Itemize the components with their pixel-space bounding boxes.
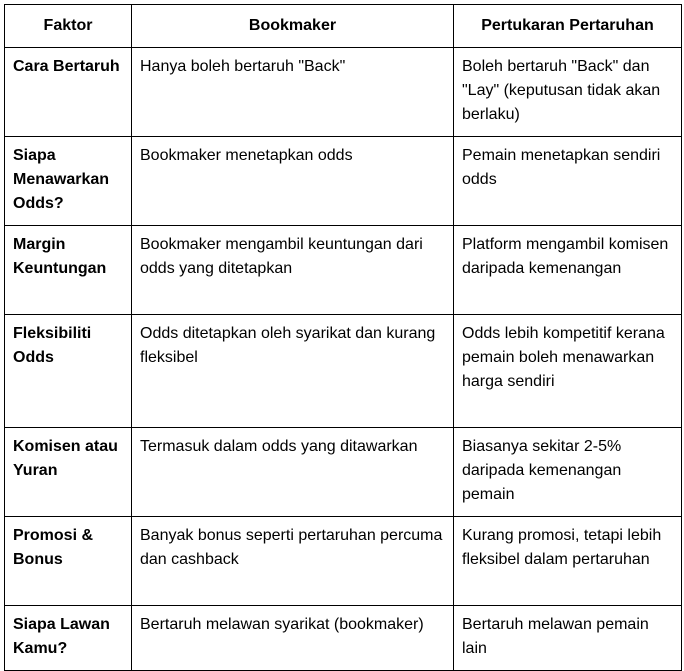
- row-bookmaker: Bertaruh melawan syarikat (bookmaker): [132, 606, 454, 671]
- table-row: [5, 226, 682, 315]
- row-bookmaker: Termasuk dalam odds yang ditawarkan: [132, 428, 454, 517]
- row-bookmaker: Hanya boleh bertaruh "Back": [132, 48, 454, 137]
- table-row: [5, 48, 682, 137]
- row-bookmaker: Odds ditetapkan oleh syarikat dan kurang fleksibel: [132, 315, 454, 428]
- row-exchange: Kurang promosi, tetapi lebih fleksibel dalam pertaruhan: [454, 517, 682, 606]
- table-row: [5, 315, 682, 428]
- table-header-row: [5, 5, 682, 48]
- row-bookmaker: Bookmaker menetapkan odds: [132, 137, 454, 226]
- table-row: [5, 137, 682, 226]
- table-row: [5, 606, 682, 671]
- row-factor: Komisen atau Yuran: [5, 428, 132, 517]
- row-factor: Fleksibiliti Odds: [5, 315, 132, 428]
- table-row: [5, 517, 682, 606]
- row-exchange: Boleh bertaruh "Back" dan "Lay" (keputusan tidak akan berlaku): [454, 48, 682, 137]
- row-factor: Margin Keuntungan: [5, 226, 132, 315]
- row-bookmaker: Bookmaker mengambil keuntungan dari odds yang ditetapkan: [132, 226, 454, 315]
- row-exchange: Pemain menetapkan sendiri odds: [454, 137, 682, 226]
- row-exchange: Bertaruh melawan pemain lain: [454, 606, 682, 671]
- row-factor: Siapa Lawan Kamu?: [5, 606, 132, 671]
- table-row: [5, 428, 682, 517]
- row-factor: Cara Bertaruh: [5, 48, 132, 137]
- header-factor: Faktor: [5, 5, 132, 48]
- row-exchange: Platform mengambil komisen daripada kemenangan: [454, 226, 682, 315]
- row-exchange: Biasanya sekitar 2-5% daripada kemenangan pemain: [454, 428, 682, 517]
- row-factor: Siapa Menawarkan Odds?: [5, 137, 132, 226]
- row-bookmaker: Banyak bonus seperti pertaruhan percuma dan cashback: [132, 517, 454, 606]
- comparison-table: [4, 4, 682, 671]
- header-exchange: Pertukaran Pertaruhan: [454, 5, 682, 48]
- header-bookmaker: Bookmaker: [132, 5, 454, 48]
- row-exchange: Odds lebih kompetitif kerana pemain boleh menawarkan harga sendiri: [454, 315, 682, 428]
- row-factor: Promosi & Bonus: [5, 517, 132, 606]
